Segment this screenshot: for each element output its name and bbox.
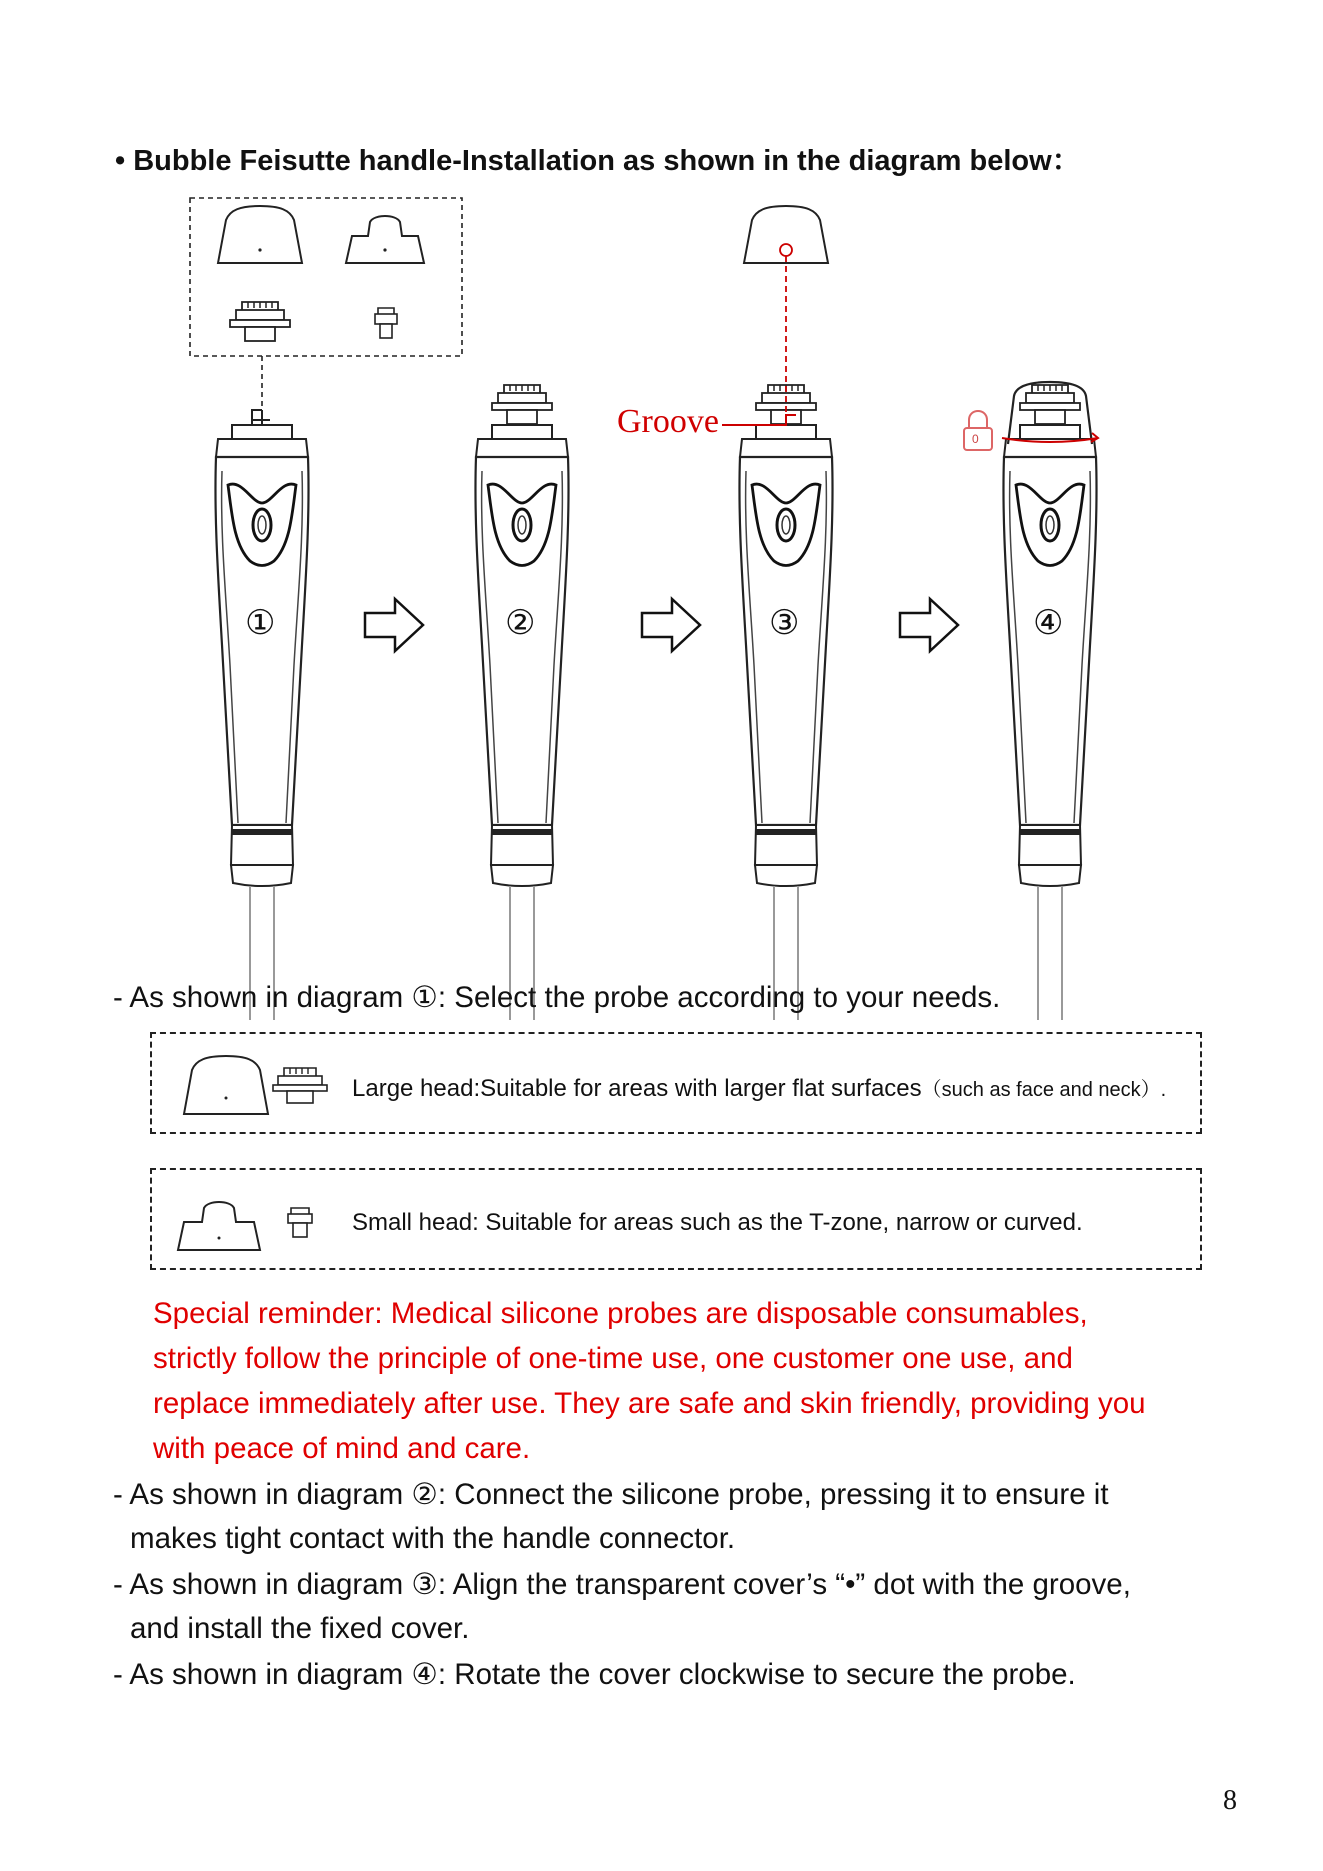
step-3-continuation: and install the fixed cover. <box>130 1612 470 1645</box>
step-1-text: - As shown in diagram ①: Select the probe according to your needs. <box>113 980 1001 1014</box>
small-probe-icon <box>375 308 397 338</box>
arrow-3-to-4 <box>900 599 958 651</box>
reminder-line-3: replace immediately after use. They are safe and skin friendly, providing you <box>153 1387 1146 1420</box>
probe-step-2 <box>492 385 552 424</box>
small-head-icons <box>172 1184 332 1256</box>
handle-step-3 <box>739 425 832 1020</box>
probe-step-4 <box>1020 385 1080 424</box>
arrow-1-to-2 <box>365 599 423 651</box>
step-3-text: - As shown in diagram ③: Align the transparent cover’s “•” dot with the groove, <box>113 1567 1131 1601</box>
arrow-2-to-3 <box>642 599 700 651</box>
step-2-marker: ② <box>505 603 536 643</box>
reminder-line-1: Special reminder: Medical silicone probes are disposable consumables, <box>153 1297 1088 1330</box>
reminder-line-4: with peace of mind and care. <box>153 1432 531 1465</box>
step-1-marker: ① <box>245 603 276 643</box>
small-head-text: Small head: Suitable for areas such as the T-zone, narrow or curved. <box>352 1209 1083 1236</box>
large-head-box <box>150 1032 1202 1134</box>
cover-step-3 <box>744 206 828 263</box>
large-cover-icon <box>218 206 302 263</box>
handle-step-1 <box>215 425 308 1020</box>
installation-diagram <box>0 190 1323 1020</box>
large-head-text: Large head:Suitable for areas with larger flat surfaces（such as face and neck）. <box>352 1075 1167 1102</box>
handle-step-4 <box>1003 425 1096 1020</box>
lock-label: 0 <box>972 432 979 446</box>
large-probe-icon <box>230 302 290 341</box>
reminder-line-2: strictly follow the principle of one-time use, one customer one use, and <box>153 1342 1073 1375</box>
page-number: 8 <box>1223 1785 1237 1816</box>
small-cover-icon <box>346 216 424 263</box>
step-4-marker: ④ <box>1033 603 1064 643</box>
large-head-icons <box>172 1048 332 1120</box>
step-2-text: - As shown in diagram ②: Connect the silicone probe, pressing it to ensure it <box>113 1477 1109 1511</box>
small-head-box <box>150 1168 1202 1270</box>
groove-label: Groove <box>617 403 719 440</box>
step-4-text: - As shown in diagram ④: Rotate the cover clockwise to secure the probe. <box>113 1657 1076 1691</box>
step-3-marker: ③ <box>769 603 800 643</box>
handle-step-2 <box>475 425 568 1020</box>
page-heading: • Bubble Feisutte handle-Installation as shown in the diagram below： <box>115 145 1081 177</box>
step-2-continuation: makes tight contact with the handle connector. <box>130 1522 736 1555</box>
